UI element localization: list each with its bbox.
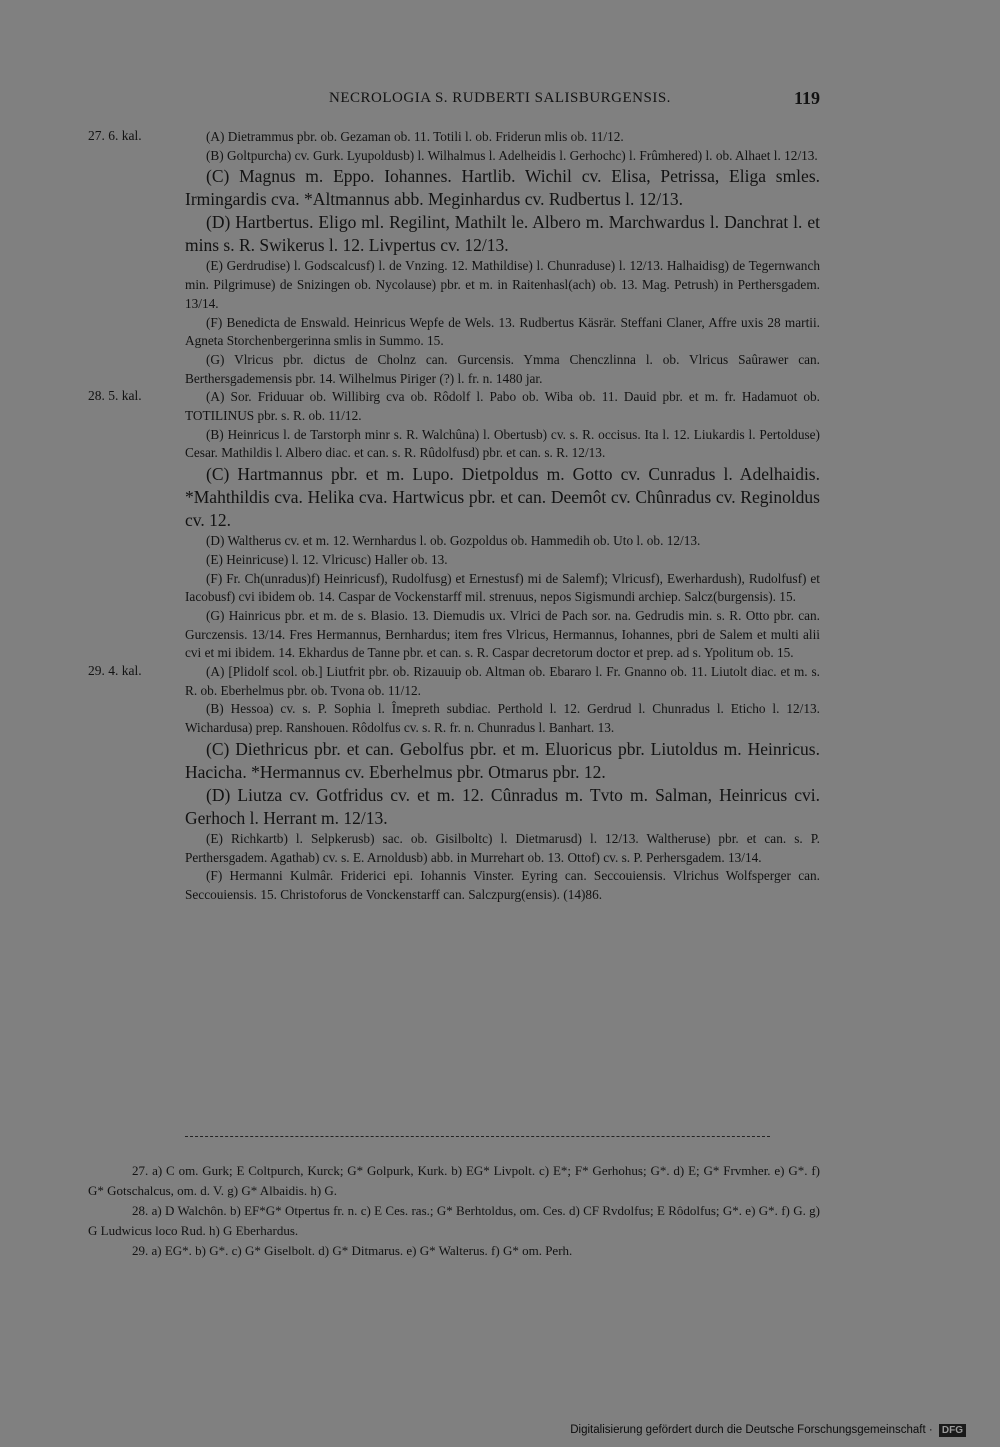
necrology-body bbox=[88, 128, 820, 905]
necrology-entry: (E) Gerdrudise) l. Godscalcusf) l. de Vnzing. 12. Mathildise) l. Chunraduse) l. 12/13. Halhaidisg) de Tegernwanch min. Pilgrimuse) de Snizingen ob. Nycolause) pbr. et m. in Raitenhasl(ach) ob. 13. Mag. Petrush) in Perthersgadem. 13/14. bbox=[185, 258, 820, 311]
footnote: 28. a) D Walchôn. b) EF*G* Otpertus fr. n. c) E Ces. ras.; G* Berhtoldus, om. Ces. d) CF Rvdolfus; E Rôdolfus; G*. e) G*. f) G. g) G Ludwicus loco Rud. h) G Eberhardus. bbox=[88, 1203, 820, 1238]
day-entries bbox=[185, 388, 820, 663]
necrology-entry: (F) Hermanni Kulmâr. Friderici epi. Iohannis Vinster. Eyring can. Seccouiensis. Vlrichus Wolfsperger can. Seccouiensis. 15. Christoforus de Vonckenstarff can. Salczpurg(ensis). (14)86. bbox=[185, 868, 820, 902]
necrology-entry: (E) Heinricuse) l. 12. Vlricusc) Haller ob. 13. bbox=[206, 551, 448, 567]
day-block bbox=[88, 128, 820, 388]
credit-text: Digitalisierung gefördert durch die Deutsche Forschungsgemeinschaft · bbox=[570, 1424, 933, 1436]
necrology-entry: (F) Benedicta de Enswald. Heinricus Wepfe de Wels. 13. Rudbertus Käsrär. Steffani Claner, Affre uxis 28 martii. Agneta Storchenbergerinna smlis in Summo. 15. bbox=[185, 314, 820, 349]
necrology-entry: (D) Liutza cv. Gotfridus cv. et m. 12. Cûnradus m. Tvto m. Salman, Heinricus cvi. Gerhoch l. Herrant m. 12/13. bbox=[185, 784, 820, 828]
digitization-credit bbox=[570, 1424, 966, 1437]
day-block bbox=[88, 388, 820, 663]
necrology-entry: (D) Hartbertus. Eligo ml. Regilint, Mathilt le. Albero m. Marchwardus l. Danchrat l. et mins s. R. Swikerus l. 12. Livpertus cv. 12/13. bbox=[185, 212, 820, 256]
necrology-entry: (A) Dietrammus pbr. ob. Gezaman ob. 11. Totili l. ob. Friderun mlis ob. 11/12. bbox=[206, 129, 624, 144]
day-label: 29. 4. kal. bbox=[88, 663, 142, 679]
necrology-entry: (B) Heinricus l. de Tarstorph minr s. R. Walchûna) l. Obertusb) cv. s. R. occisus. Ita l. 12. Liukardis l. Pertolduse) Cesar. Mathildis l. Albero diac. et can. s. R. Rûdolfusd) pbr. et can. s. R. 12/13. bbox=[185, 426, 820, 461]
dfg-logo: DFG bbox=[939, 1424, 966, 1437]
footnote-separator-rule bbox=[185, 1136, 770, 1137]
footnotes-section bbox=[88, 1161, 820, 1261]
necrology-entry: (C) Hartmannus pbr. et m. Lupo. Dietpoldus m. Gotto cv. Cunradus l. Adelhaidis. *Mahthildis cva. Helika cva. Hartwicus pbr. et can. Deemôt cv. Chûnradus cv. Reginoldus cv. 12. bbox=[185, 464, 820, 531]
necrology-entry: (B) Hessoa) cv. s. P. Sophia l. Îmepreth subdiac. Perthold l. 12. Gerdrud l. Chunradus l. Eticho l. 12/13. Wichardusa) prep. Ranshouen. Rôdolfus cv. s. R. fr. n. Chunradus l. Banhart. 13. bbox=[185, 701, 820, 736]
necrology-entry: (D) Waltherus cv. et m. 12. Wernhardus l. ob. Gozpoldus ob. Hammedih ob. Uto l. ob. 12/13. bbox=[206, 533, 701, 549]
necrology-entry: (C) Magnus m. Eppo. Iohannes. Hartlib. Wichil cv. Elisa, Petrissa, Eliga smles. Irmingardis cva. *Altmannus abb. Meginhardus cv. Rudbertus l. 12/13. bbox=[185, 166, 820, 210]
day-entries bbox=[185, 128, 820, 388]
footnote: 29. a) EG*. b) G*. c) G* Giselbolt. d) G* Ditmarus. e) G* Walterus. f) G* om. Perh. bbox=[132, 1243, 573, 1258]
day-entries bbox=[185, 663, 820, 905]
necrology-entry: (B) Goltpurcha) cv. Gurk. Lyupoldusb) l. Wilhalmus l. Adelheidis l. Gerhochc) l. Frûmhered) l. ob. Alhaet l. 12/13. bbox=[206, 147, 818, 163]
day-block bbox=[88, 663, 820, 905]
necrology-entry: (A) Sor. Friduuar ob. Willibirg cva ob. Rôdolf l. Pabo ob. Wiba ob. 11. Dauid pbr. et m. fr. Hadamuot ob. TOTILINUS pbr. s. R. ob. 11/12. bbox=[185, 389, 820, 424]
running-header-title: NECROLOGIA S. RUDBERTI SALISBURGENSIS. bbox=[329, 90, 671, 106]
necrology-entry: (E) Richkartb) l. Selpkerusb) sac. ob. Gisilboltc) l. Dietmarusd) l. 12/13. Waltheruse) pbr. et can. s. P. Perthersgadem. Agathab) cv. s. E. Arnoldusb) abb. in Murrehart ob. 13. Ottof) cv. s. P. Perhersgadem. 13/14. bbox=[185, 830, 820, 865]
day-label: 27. 6. kal. bbox=[88, 128, 142, 143]
page-number: 119 bbox=[793, 88, 820, 108]
necrology-entry: (G) Hainricus pbr. et m. de s. Blasio. 13. Diemudis ux. Vlrici de Pach sor. na. Gedrudis min. s. R. Otto pbr. can. Gurczensis. 13/14. Fres Hermannus, Bernhardus; item fres Vlricus, Hermannus, Iohannes, pbri de Salem et multi alii cvi et mi ibidem. 14. Ekhardus de Tanne pbr. et can. s. R. Caspar decretorum doctor et prep. ad s. Ypolitum ob. 15. bbox=[185, 607, 820, 661]
necrology-entry: (A) [Plidolf scol. ob.] Liutfrit pbr. ob. Rizauuip ob. Altman ob. Ebararo l. Fr. Gnanno ob. 11. Liutolt diac. et m. s. R. ob. Eberhelmus pbr. ob. Tvona ob. 11/12. bbox=[185, 664, 820, 698]
necrology-entry: (F) Fr. Ch(unradus)f) Heinricusf), Rudolfusg) et Ernestusf) mi de Salemf); Vlricusf), Ewerhardush), Rudolfusf) et Iacobusf) cvi ibidem ob. 14. Caspar de Vockenstarff mil. strenuus, nepos Sigismundi archiep. Salcz(burgensis). 15. bbox=[185, 570, 820, 605]
day-label: 28. 5. kal. bbox=[88, 388, 142, 404]
necrology-entry: (G) Vlricus pbr. dictus de Cholnz can. Gurcensis. Ymma Chenczlinna l. ob. Vlricus Saûrawer can. Berthersgademensis pbr. 14. Wilhelmus Piriger (?) l. fr. n. 1480 jar. bbox=[185, 351, 820, 386]
necrology-entry: (C) Diethricus pbr. et can. Gebolfus pbr. et m. Eluoricus pbr. Liutoldus m. Heinricus. Hacicha. *Hermannus cv. Eberhelmus pbr. Otmarus pbr. 12. bbox=[185, 738, 820, 782]
footnote: 27. a) C om. Gurk; E Coltpurch, Kurck; G* Golpurk, Kurk. b) EG* Livpolt. c) E*; F* Gerhohus; G*. d) E; G* Frvmher. e) G*. f) G* Gotschalcus, om. d. V. g) G* Albaidis. h) G. bbox=[88, 1163, 820, 1198]
